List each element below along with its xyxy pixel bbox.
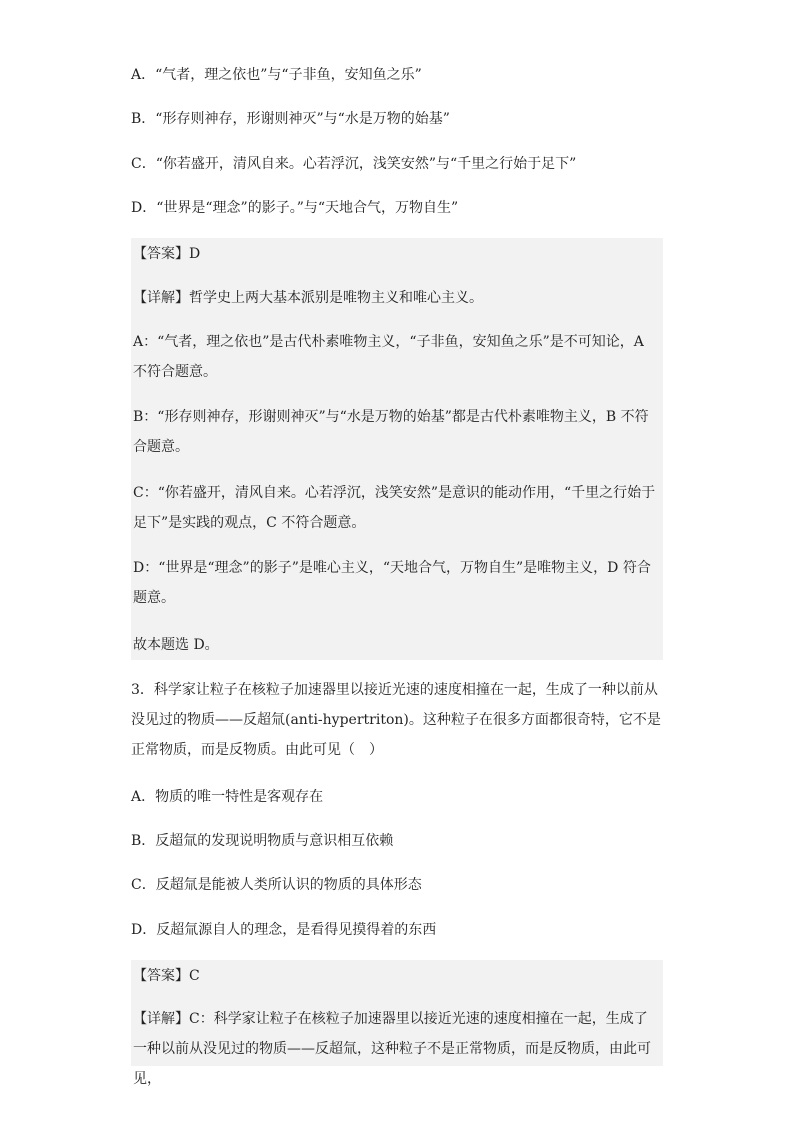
- q2-conclusion: 故本题选 D。: [133, 637, 219, 653]
- q3-answer: 【答案】C: [133, 968, 200, 984]
- q2-explain-d: D：“世界是“理念”的影子”是唯心主义，“天地合气，万物自生”是唯物主义，D 符合题意。: [133, 560, 651, 606]
- q2-option-c: C．“你若盛开，清风自来。心若浮沉，浅笑安然”与“千里之行始于足下”: [131, 156, 577, 172]
- q2-explain-b: B：“形存则神存，形谢则神灭”与“水是万物的始基”都是古代朴素唯物主义，B 不符合题意。: [133, 409, 649, 455]
- q2-explain-intro: 【详解】哲学史上两大基本派别是唯物主义和唯心主义。: [133, 290, 483, 306]
- q3-option-a: A．物质的唯一特性是客观存在: [131, 789, 324, 805]
- q3-option-d: D．反超氚源自人的理念，是看得见摸得着的东西: [131, 922, 437, 938]
- q2-answer-block: [131, 238, 663, 660]
- q3-option-b: B．反超氚的发现说明物质与意识相互依赖: [131, 833, 394, 849]
- q3-answer-block: [131, 960, 663, 1087]
- q2-answer: 【答案】D: [133, 246, 201, 262]
- q2-explain-a: A：“气者，理之依也”是古代朴素唯物主义，“子非鱼，安知鱼之乐”是不可知论，A 不符合题意。: [133, 334, 644, 380]
- q3-explain: 【详解】C：科学家让粒子在核粒子加速器里以接近光速的速度相撞在一起，生成了一种以前从没见过的物质——反超氚，这种粒子不是正常物质，而是反物质，由此可见，: [133, 1011, 651, 1087]
- q3-options: [131, 786, 663, 941]
- q2-explain-c: C：“你若盛开，清风自来。心若浮沉，浅笑安然”是意识的能动作用，“千里之行始于足下”是实践的观点，C 不符合题意。: [133, 485, 656, 531]
- q3-option-c: C．反超氚是能被人类所认识的物质的具体形态: [131, 877, 422, 893]
- q3-stem: 3．科学家让粒子在核粒子加速器里以接近光速的速度相撞在一起，生成了一种以前从没见过的物质——反超氚(anti-hypertriton)。这种粒子在很多方面都很奇特，它不是正常物质，而是反物质。由此可见（ ）: [131, 682, 661, 758]
- q2-option-b: B．“形存则神存，形谢则神灭”与“水是万物的始基”: [131, 111, 450, 127]
- q2-option-a: A．“气者，理之依也”与“子非鱼，安知鱼之乐”: [131, 67, 422, 83]
- q2-option-d: D．“世界是“理念”的影子。”与“天地合气，万物自生”: [131, 200, 459, 216]
- q2-options: [131, 64, 663, 219]
